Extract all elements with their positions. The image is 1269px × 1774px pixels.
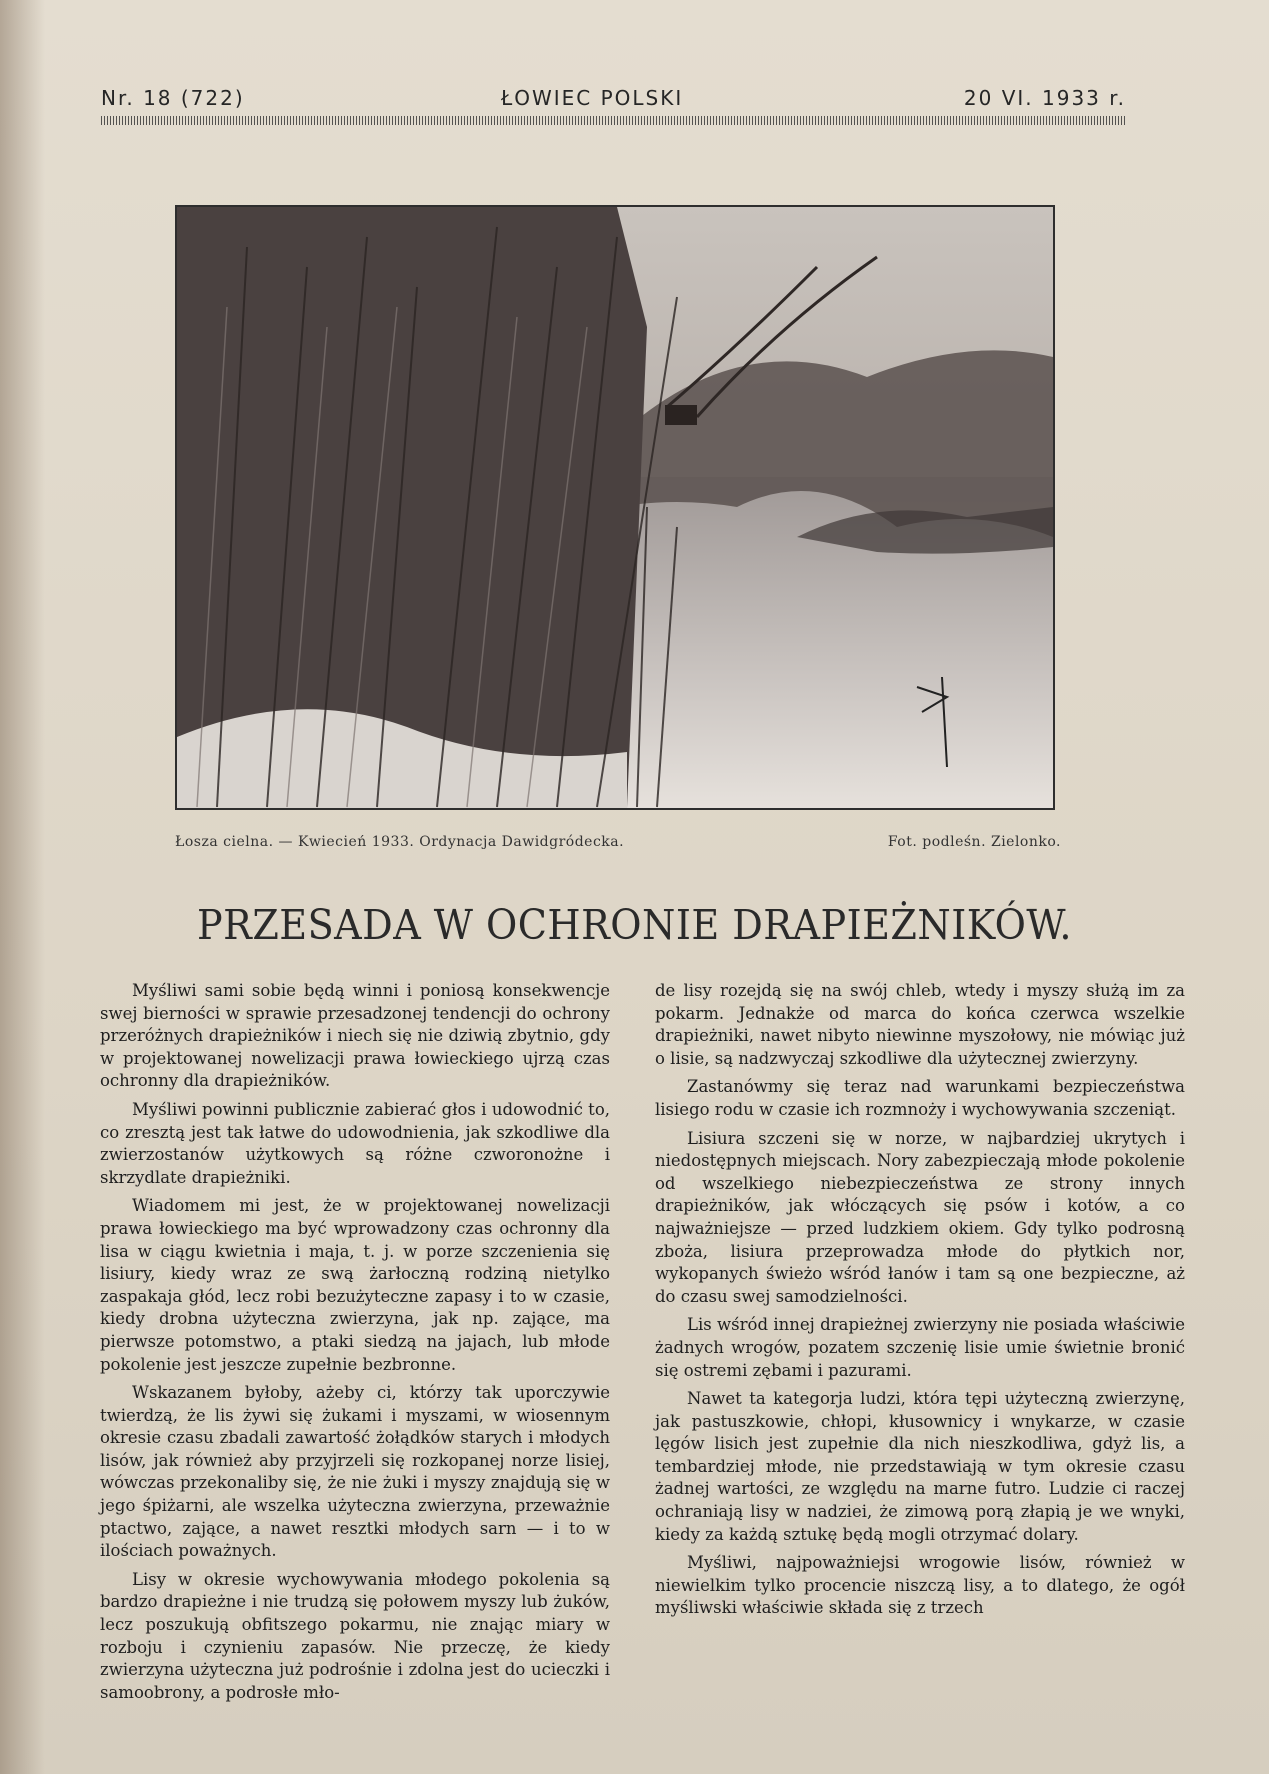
header-rule	[101, 116, 1126, 125]
article-title: PRZESADA W OCHRONIE DRAPIEŻNIKÓW.	[197, 901, 1072, 949]
issue-date: 20 VI. 1933 r.	[963, 86, 1126, 110]
paragraph: Myśliwi powinni publicznie zabierać głos i udowodnić to, co zresztą jest tak łatwe do udowodnienia, jak szkodliwe dla zwierzostanów użytkowych są różne czworonożne i skrzydlate drapieżniki.	[100, 1099, 610, 1187]
paragraph-continuation: de lisy rozejdą się na swój chleb, wtedy i myszy służą im za pokarm. Jednakże od marca do końca czerwca wszelkie drapieżniki, nawet nibyto niewinne myszołowy, nie mówiąc już o lisie, są nadzwyczaj szkodliwe dla użytecznej zwierzyny.	[655, 981, 1185, 1068]
landscape-photo-icon	[175, 205, 1055, 810]
magazine-title: ŁOWIEC POLSKI	[501, 86, 684, 110]
photo-credit: Fot. podleśn. Zielonko.	[887, 834, 1061, 850]
paragraph: Wskazanem byłoby, ażeby ci, którzy tak uporczywie twierdzą, że lis żywi się żukami i myszami, w wiosennym okresie czasu zbadali zawartość żołądków starych i młodych lisów, jak również aby przyjrzeli się rozkopanej norze lisiej, wówczas przekonaliby się, że nie żuki i myszy znajdują się w jego śpiżarni, ale wszelka użyteczna zwierzyna, przeważnie ptactwo, zające, a nawet resztki młodych sarn — i to w ilościach poważnych.	[100, 1383, 610, 1561]
paragraph: Lisiura szczeni się w norze, w najbardziej ukrytych i niedostępnych miejscach. Nory zabezpieczają młode pokolenie od wszelkiego niebezpieczeństwa ze strony innych drapieżników, jak włóczących się psów i kotów, a co najważniejsze — przed ludzkiem okiem. Gdy tylko podrosną zboża, lisiura przeprowadza młode do płytkich nor, wykopanych świeżo wśród łanów i tam są one bezpieczne, aż do czasu swej samodzielności.	[655, 1128, 1185, 1306]
page-spine-shadow	[0, 0, 45, 1774]
paragraph: Myśliwi, najpoważniejsi wrogowie lisów, również w niewielkim tylko procencie niszczą lisy, a to dlatego, że ogół myśliwski właściwie składa się z trzech	[655, 1553, 1185, 1618]
issue-number: Nr. 18 (722)	[101, 86, 245, 110]
running-header	[101, 86, 1126, 116]
article-column-right	[655, 980, 1185, 1626]
paragraph: Nawet ta kategorja ludzi, która tępi użyteczną zwierzynę, jak pastuszkowie, chłopi, kłusownicy i wnykarze, w czasie lęgów lisich jest zupełnie dla nich nieszkodliwa, gdyż lis, a tembardziej młode, nie przedstawiają w tym okresie czasu żadnej wartości, ze względu na marne futro. Ludzie ci raczej ochraniają lisy w nadziei, że zimową porą złapią je we wnyki, kiedy za każdą sztukę będą mogli otrzymać dolary.	[655, 1389, 1185, 1544]
paragraph: Zastanówmy się teraz nad warunkami bezpieczeństwa lisiego rodu w czasie ich rozmnoży i wychowywania szczeniąt.	[655, 1077, 1185, 1119]
article-column-left	[100, 980, 610, 1710]
paragraph: Wiadomem mi jest, że w projektowanej nowelizacji prawa łowieckiego ma być wprowadzony czas ochronny dla lisa w ciągu kwietnia i maja, t. j. w porze szczenienia się lisiury, kiedy wraz ze swą żarłoczną rodziną nietylko zaspakaja głód, lecz robi bezużyteczne zapasy i to w czasie, kiedy drobna użyteczna zwierzyna, jak np. zające, ma pierwsze potomstwo, a ptaki siedzą na jajach, lub młode pokolenie jest jeszcze zupełnie bezbronne.	[100, 1196, 610, 1374]
paragraph: Lisy w okresie wychowywania młodego pokolenia są bardzo drapieżne i nie trudzą się połowem myszy lub żuków, lecz poszukują obfitszego pokarmu, nie znając miary w rozboju i czynieniu zapasów. Nie przeczę, że kiedy zwierzyna użyteczna już podrośnie i zdolna jest do ucieczki i samoobrony, a podrosłe mło-	[100, 1569, 610, 1702]
photo-caption: Łosza cielna. — Kwiecień 1933. Ordynacja Dawidgródecka.	[175, 834, 625, 850]
paragraph: Myśliwi sami sobie będą winni i poniosą konsekwencje swej bierności w sprawie przesadzonej tendencji do ochrony przeróżnych drapieżników i niech się nie dziwią zbytnio, gdy w projektowanej nowelizacji prawa łowieckiego ujrzą czas ochronny dla drapieżników.	[100, 981, 610, 1091]
paragraph: Lis wśród innej drapieżnej zwierzyny nie posiada właściwie żadnych wrogów, pozatem szczenię lisie umie świetnie bronić się ostremi zębami i pazurami.	[655, 1315, 1185, 1380]
